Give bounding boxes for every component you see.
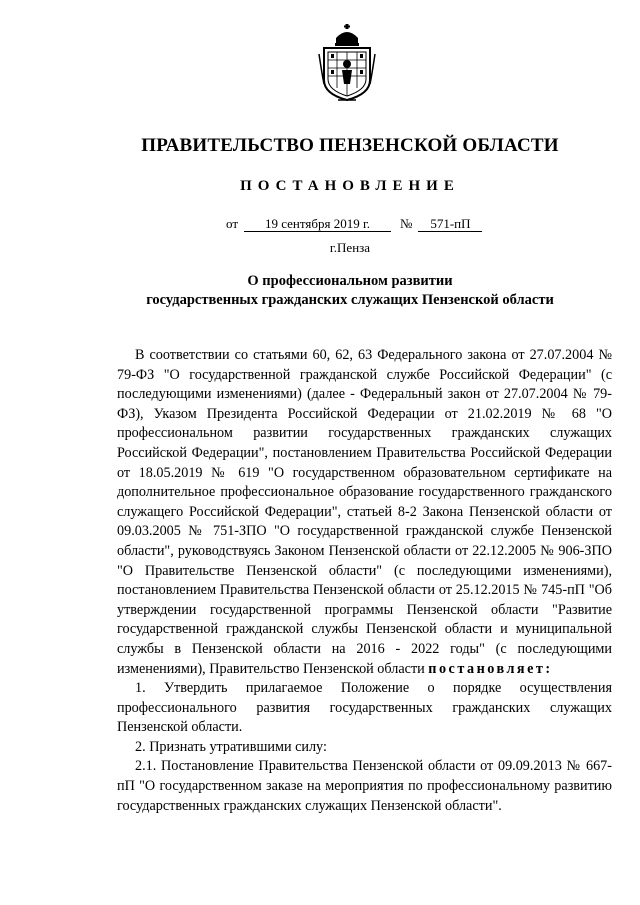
date-prefix: от xyxy=(226,216,239,231)
item-2-1-paragraph: 2.1. Постановление Правительства Пензенской области от 09.09.2013 № 667-пП "О государственном заказе на мероприятия по профессиональному развитию государственных гражданских служащих Пензенской области". xyxy=(117,758,612,814)
preamble-paragraph xyxy=(117,346,612,679)
item-2-paragraph: 2. Признать утратившими силу: xyxy=(135,738,327,755)
city-label: г.Пенза xyxy=(329,240,371,255)
document-type-heading: ПОСТАНОВЛЕНИЕ xyxy=(240,178,460,194)
decree-word: постановляет: xyxy=(428,660,553,677)
document-body xyxy=(117,346,612,816)
government-title: ПРАВИТЕЛЬСТВО ПЕНЗЕНСКОЙ ОБЛАСТИ xyxy=(141,135,559,156)
subject-line-2: государственных гражданских служащих Пензенской области xyxy=(146,292,554,308)
document-subject xyxy=(0,272,640,310)
number-prefix: № xyxy=(400,216,413,231)
subject-line-1: О профессиональном развитии xyxy=(247,273,453,289)
preamble-text: В соответствии со статьями 60, 62, 63 Федерального закона от 27.07.2004 № 79-ФЗ "О государственной гражданской службе Российской Федерации" (с последующими изменениями) (далее - Федеральный закон от 27.07.2004 № 79-ФЗ), Указом Президента Российской Федерации от 21.02.2019 № 68 "О профессиональном развитии государственных гражданских служащих Российской Федерации", постановлением Правительства Российской Федерации от 18.05.2019 № 619 "О государственном образовательном сертификате на дополнительное профессиональное образование государственного гражданского служащего Российской Федерации", статьей 8-2 Закона Пензенской области от 09.03.2005 № 751-ЗПО "О государственной гражданской службе Пензенской области", руководствуясь Законом Пензенской области от 22.12.2005 № 906-ЗПО "О Правительстве Пензенской области" (с последующими изменениями), постановлением Правительства Пензенской области от 25.12.2015 № 745-пП "Об утверждении государственной программы Пензенской области "Развитие государственной гражданской службы Пензенской области и муниципальной службы в Пензенской области на 2016 - 2022 годы" (с последующими изменениями), Правительство Пензенской области xyxy=(117,347,612,677)
item-1-paragraph: 1. Утвердить прилагаемое Положение о порядке осуществления профессионального развития государственных гражданских служащих Пензенской области. xyxy=(117,680,612,736)
date-number-line xyxy=(226,216,482,234)
document-number: 571-пП xyxy=(418,216,482,232)
coat-of-arms-emblem xyxy=(318,24,376,102)
document-date: 19 сентября 2019 г. xyxy=(244,216,391,232)
